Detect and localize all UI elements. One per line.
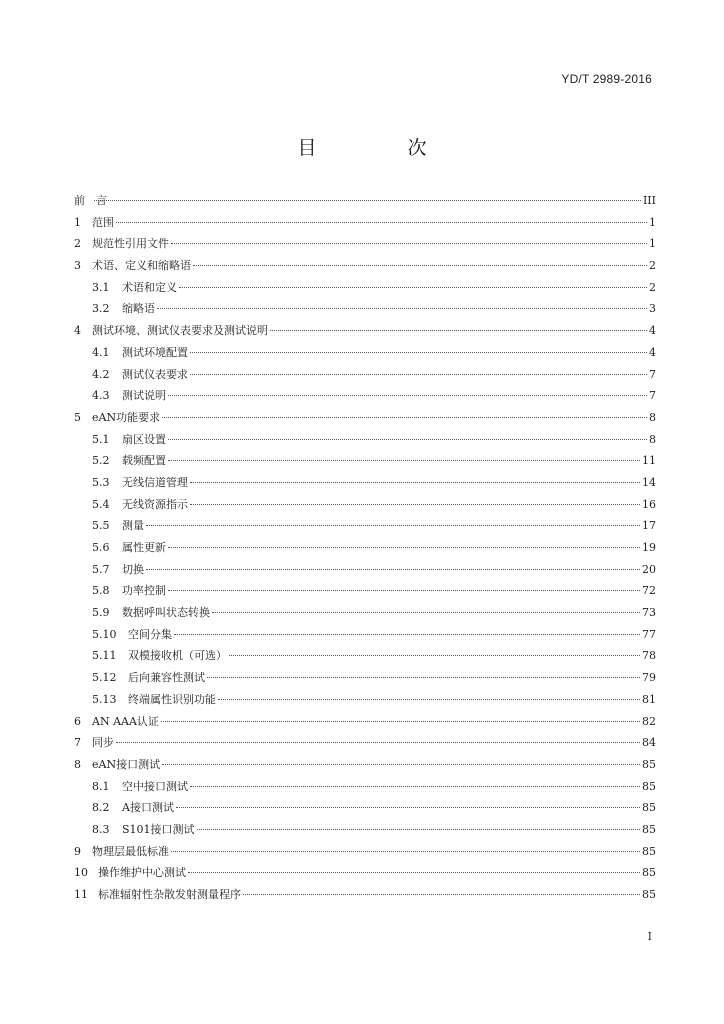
toc-entry-page: 85: [642, 757, 656, 771]
leader-dots: [168, 590, 640, 591]
toc-entry-page: 4: [649, 345, 656, 359]
toc-entry-label: [74, 886, 241, 902]
toc-entry-label: [74, 756, 160, 772]
toc-entry-title: 扇区设置: [122, 432, 166, 446]
toc-entry-label: [74, 214, 114, 230]
leader-dots: [116, 222, 647, 223]
toc-entry-number: 5.10: [92, 627, 117, 641]
toc-entry-label: [92, 539, 166, 555]
toc-entry[interactable]: [74, 669, 656, 691]
toc-entry-number: 前 言: [74, 194, 107, 207]
toc-entry-page: 73: [642, 606, 656, 620]
toc-entry[interactable]: [74, 192, 656, 214]
leader-dots: [146, 569, 640, 570]
toc-entry[interactable]: [74, 366, 656, 388]
toc-entry[interactable]: [74, 539, 656, 561]
toc-entry-label: [92, 604, 210, 620]
page-number: I: [647, 930, 652, 943]
toc-entry-title: 切换: [122, 562, 144, 576]
toc-entry-number: 5.8: [92, 584, 110, 598]
toc-entry-number: 5.2: [92, 454, 110, 468]
toc-entry[interactable]: [74, 626, 656, 648]
leader-dots: [188, 872, 640, 873]
toc-entry-title: 终端属性识别功能: [128, 692, 216, 706]
toc-entry-page: 2: [649, 280, 656, 294]
toc-entry-title: 术语、定义和缩略语: [92, 259, 191, 273]
toc-entry-page: 8: [649, 432, 656, 446]
toc-entry-title: 规范性引用文件: [92, 237, 169, 251]
toc-entry-number: 8.3: [92, 822, 110, 836]
toc-entry-page: 4: [649, 324, 656, 338]
toc-entry[interactable]: [74, 235, 656, 257]
toc-entry[interactable]: [74, 322, 656, 344]
toc-entry-title: 测试说明: [122, 389, 166, 403]
leader-dots: [171, 243, 647, 244]
toc-entry-number: 5.12: [92, 671, 117, 685]
toc-entry-title: 空间分集: [128, 627, 172, 641]
toc-entry[interactable]: [74, 257, 656, 279]
toc-entry-number: 3.1: [92, 280, 110, 294]
leader-dots: [190, 482, 640, 483]
toc-entry-page: 8: [649, 410, 656, 424]
toc-entry-title: eAN功能要求: [92, 410, 161, 424]
toc-entry-page: 2: [649, 259, 656, 273]
toc-entry-page: 17: [642, 519, 656, 533]
leader-dots: [190, 374, 647, 375]
toc-entry-page: 7: [649, 389, 656, 403]
toc-entry-page: 85: [642, 888, 656, 901]
leader-dots: [146, 525, 640, 526]
toc-entry-number: 5.7: [92, 562, 110, 576]
toc-entry[interactable]: [74, 474, 656, 496]
leader-dots: [157, 308, 647, 309]
toc-entry-number: 7: [74, 736, 81, 750]
toc-entry[interactable]: [74, 821, 656, 843]
toc-entry-number: 2: [74, 237, 81, 251]
toc-entry[interactable]: [74, 864, 656, 886]
toc-entry-label: [74, 713, 159, 729]
toc-entry-label: [92, 344, 188, 360]
leader-dots: [116, 742, 640, 743]
toc-entry-page: 85: [642, 844, 656, 858]
toc-entry-label: [92, 778, 188, 794]
leader-dots: [207, 677, 640, 678]
toc-entry-page: 85: [642, 801, 656, 815]
toc-entry[interactable]: [74, 452, 656, 474]
toc-entry-title: 测试仪表要求: [122, 367, 188, 381]
leader-dots: [168, 395, 647, 396]
toc-entry-label: [74, 843, 169, 859]
toc-entry-title: 功率控制: [122, 584, 166, 598]
toc-entry-label: [92, 387, 166, 403]
leader-dots: [193, 265, 647, 266]
toc-entry[interactable]: [74, 734, 656, 756]
toc-entry-page: 3: [649, 302, 656, 316]
toc-entry-label: [92, 626, 172, 642]
toc-entry-title: 同步: [92, 736, 114, 750]
toc-entry[interactable]: [74, 604, 656, 626]
toc-entry-label: [92, 647, 227, 663]
leader-dots: [168, 439, 647, 440]
toc-entry[interactable]: [74, 691, 656, 713]
toc-entry-label: [92, 279, 177, 295]
toc-entry-number: 4.3: [92, 389, 110, 403]
toc-entry-title: 测试环境配置: [122, 345, 188, 359]
toc-entry-title: 无线信道管理: [122, 475, 188, 489]
toc-entry-number: 5.5: [92, 519, 110, 533]
toc-entry-label: [74, 864, 186, 880]
toc-entry-page: III: [642, 194, 656, 207]
toc-entry-title: 空中接口测试: [122, 779, 188, 793]
toc-entry-number: 5.6: [92, 541, 110, 554]
toc-entry[interactable]: [74, 799, 656, 821]
standard-code: YD/T 2989-2016: [561, 72, 652, 86]
leader-dots: [197, 829, 640, 830]
toc-entry-label: [92, 669, 205, 685]
toc-entry-number: 9: [74, 844, 81, 858]
toc-entry-title: 测量: [122, 519, 144, 533]
toc-entry-number: 8: [74, 757, 81, 771]
toc-entry[interactable]: [74, 409, 656, 431]
toc-entry-label: [92, 561, 144, 577]
toc-entry-title: 载频配置: [122, 454, 166, 468]
toc-entry-number: 8.1: [92, 779, 110, 793]
leader-dots: [190, 786, 640, 787]
toc-entry-title: 术语和定义: [122, 280, 177, 294]
toc-entry-page: 72: [642, 584, 656, 598]
leader-dots: [190, 352, 647, 353]
toc-entry[interactable]: [74, 778, 656, 800]
toc-entry[interactable]: [74, 344, 656, 366]
toc-entry[interactable]: [74, 496, 656, 518]
toc-entry-number: 5.3: [92, 475, 110, 489]
leader-dots: [190, 504, 640, 505]
toc-entry-title: 测试环境、测试仪表要求及测试说明: [92, 324, 268, 338]
toc-entry-number: 5: [74, 410, 81, 424]
page-title: 目 次: [297, 137, 463, 159]
toc-entry-label: [92, 452, 166, 468]
leader-dots: [162, 764, 640, 765]
toc-entry-title: 无线资源指示: [122, 497, 188, 511]
toc-entry-label: [92, 691, 216, 707]
toc-entry-number: 4.1: [92, 345, 110, 359]
toc-entry-page: 82: [642, 714, 656, 728]
toc-entry-label: [74, 322, 268, 338]
toc-entry-title: 缩略语: [122, 302, 155, 316]
toc-entry-page: 81: [642, 692, 656, 706]
toc-entry-label: [92, 474, 188, 490]
toc-entry[interactable]: [74, 431, 656, 453]
toc-entry-number: 3: [74, 259, 81, 273]
leader-dots: [229, 655, 640, 656]
toc-entry-page: 84: [642, 736, 656, 750]
toc-entry-number: 3.2: [92, 302, 110, 316]
toc-entry-number: 6: [74, 714, 81, 728]
toc-entry-label: [92, 517, 144, 533]
toc-entry-number: 5.9: [92, 606, 110, 620]
leader-dots: [94, 200, 641, 201]
toc-entry[interactable]: [74, 517, 656, 539]
toc-entry-page: 1: [649, 237, 656, 251]
leader-dots: [270, 330, 647, 331]
toc-entry-label: [92, 366, 188, 382]
toc-entry[interactable]: [74, 279, 656, 301]
toc-entry-label: [92, 799, 174, 815]
toc-entry[interactable]: [74, 582, 656, 604]
toc-entry[interactable]: [74, 647, 656, 669]
toc-entry-number: 5.13: [92, 692, 117, 706]
toc-entry-number: 11: [74, 888, 88, 901]
toc-entry-title: 操作维护中心测试: [98, 866, 186, 880]
toc-entry-title: 后向兼容性测试: [128, 671, 205, 685]
toc-entry-page: 16: [642, 497, 656, 511]
toc-entry-label: [92, 821, 195, 837]
toc-entry[interactable]: [74, 886, 656, 908]
toc-entry-page: 1: [649, 215, 656, 229]
toc-entry-label: [74, 257, 191, 273]
toc-entry-title: A接口测试: [122, 801, 174, 815]
toc-entry-page: 78: [642, 649, 656, 663]
toc-entry-number: 5.11: [92, 649, 117, 663]
table-of-contents: [74, 192, 656, 908]
toc-entry-label: [92, 582, 166, 598]
toc-entry-page: 14: [642, 475, 656, 489]
leader-dots: [161, 721, 640, 722]
toc-entry-label: [74, 409, 160, 425]
toc-entry-number: 4: [74, 324, 81, 338]
toc-entry-title: 数据呼叫状态转换: [122, 606, 210, 620]
toc-entry-label: [74, 734, 114, 750]
toc-entry-title: S101接口测试: [122, 822, 195, 836]
toc-entry-label: [74, 192, 107, 208]
toc-entry-page: 20: [642, 562, 656, 576]
toc-entry-title: eAN接口测试: [92, 757, 161, 771]
toc-entry[interactable]: [74, 561, 656, 583]
leader-dots: [168, 460, 640, 461]
toc-entry-label: [92, 496, 188, 512]
toc-entry[interactable]: [74, 843, 656, 865]
toc-entry-title: 物理层最低标准: [92, 844, 169, 858]
leader-dots: [171, 851, 640, 852]
leader-dots: [174, 634, 640, 635]
leader-dots: [176, 807, 640, 808]
toc-entry-number: 5.1: [92, 432, 110, 446]
toc-entry-title: 范围: [92, 215, 114, 229]
leader-dots: [168, 547, 640, 548]
toc-entry-title: 标准辐射性杂散发射测量程序: [98, 888, 241, 901]
toc-entry-page: 85: [642, 779, 656, 793]
toc-entry[interactable]: [74, 300, 656, 322]
toc-entry-label: [92, 431, 166, 447]
leader-dots: [218, 699, 640, 700]
toc-entry-title: 双模接收机（可选）: [128, 649, 227, 663]
toc-entry[interactable]: [74, 387, 656, 409]
toc-entry-number: 10: [74, 866, 88, 880]
toc-entry-page: 85: [642, 822, 656, 836]
toc-entry-page: 7: [649, 367, 656, 381]
toc-entry-page: 77: [642, 627, 656, 641]
toc-entry-number: 8.2: [92, 801, 110, 815]
toc-entry-number: 1: [74, 215, 81, 229]
leader-dots: [179, 287, 647, 288]
toc-entry-page: 19: [642, 541, 656, 554]
toc-entry-title: AN AAA认证: [92, 714, 159, 728]
toc-entry-title: 属性更新: [122, 541, 166, 554]
toc-entry-page: 11: [642, 454, 656, 468]
toc-entry-number: 5.4: [92, 497, 110, 511]
toc-entry-number: 4.2: [92, 367, 110, 381]
toc-entry[interactable]: [74, 214, 656, 236]
leader-dots: [212, 612, 640, 613]
leader-dots: [243, 894, 640, 895]
toc-entry-label: [74, 235, 169, 251]
toc-entry[interactable]: [74, 756, 656, 778]
toc-entry-page: 79: [642, 671, 656, 685]
leader-dots: [162, 417, 647, 418]
toc-entry-label: [92, 300, 155, 316]
toc-entry[interactable]: [74, 713, 656, 735]
toc-entry-page: 85: [642, 866, 656, 880]
